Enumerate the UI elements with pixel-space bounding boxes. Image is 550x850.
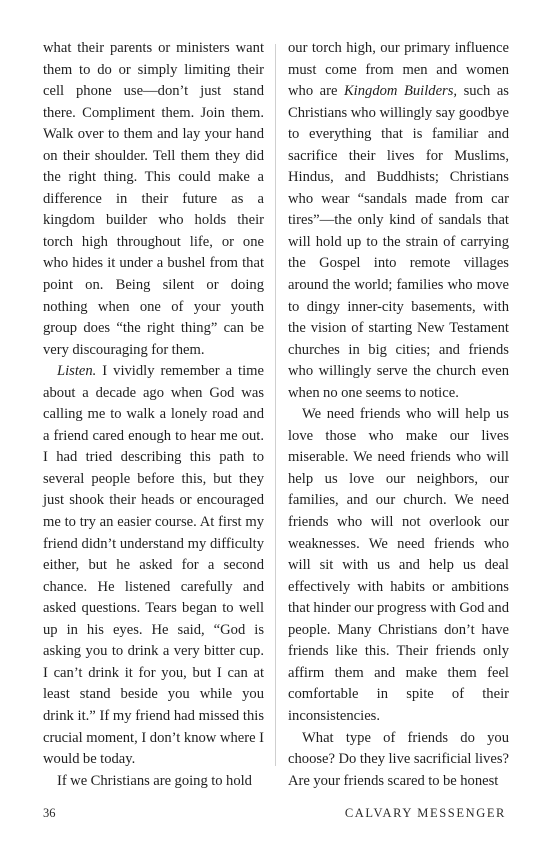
column-divider	[275, 44, 276, 766]
right-text-column	[288, 38, 509, 792]
left-text-column	[43, 38, 264, 792]
paragraph-body: I vividly remember a time about a decade ago when God was calling me to walk a lonely road and a friend cared enough to hear me out. I had tried describing this path to several people before this, but they just shook their heads or encouraged me to try an easier course. At first my friend didn’t understand my difficulty either, but he asked for a second chance. He listened carefully and asked questions. Tears began to well up in his eyes. He said, “God is asking you to drink a very bitter cup. I can’t drink it for you, but I can at least stand beside you while you drink it.” If my friend had missed this crucial moment, I don’t know where I would be today.	[43, 363, 264, 768]
paragraph-we-need-friends: We need friends who will help us love those who make our lives miserable. We need friends who will help us love our neighbors, our families, and our church. We need friends who will not overlook our weaknesses. We need friends who will sit with us and help us deal effectively with habits or ambitions that hinder our progress with God and people. Many Christians don’t have friends like this. Their friends only affirm them and make them feel comfortable in spite of their inconsistencies.	[288, 406, 509, 724]
paragraph-torch: If we Christians are going to hold	[57, 772, 252, 789]
paragraph-kingdom-builders	[288, 38, 509, 404]
paragraph-body: such as Christians who willingly say goodbye to everything that is familiar and sacrifice their lives for Muslims, Hindus, and Buddhists; Christians who wear “sandals made from car tires”—the only kind of sandals that will hold up to the strain of carrying the Gospel into remote villages around the world; families who move to dingy inner-city basements, with the vision of starting New Testament churches in big cities; and friends who willingly serve the church even when no one seems to notice.	[288, 83, 509, 401]
running-head: CALVARY MESSENGER	[344, 806, 506, 820]
paragraph-lead-word: Listen.	[57, 363, 97, 380]
paragraph-what-type: What type of friends do you choose? Do they live sacrificial lives? Are your friends scared to be honest	[288, 729, 509, 789]
emphasized-phrase: Kingdom Builders,	[343, 83, 458, 100]
page-number: 36	[43, 806, 56, 820]
paragraph-continued: what their parents or ministers want them to do or simply limiting their cell phone use—don’t just stand there. Compliment them. Join them. Walk over to them and lay your hand on their shoulder. Tell them they did the right thing. This could make a difference in their future as a kingdom builder who holds their torch high throughout life, or one who hides it under a bushel from that point on. Being silent or doing nothing when one of your youth group does “the right thing” can be very discouraging for them.	[43, 40, 264, 358]
paragraph-listen	[43, 361, 264, 770]
paragraph-body: our torch high, our primary influence must come from men and women who are	[288, 40, 509, 100]
